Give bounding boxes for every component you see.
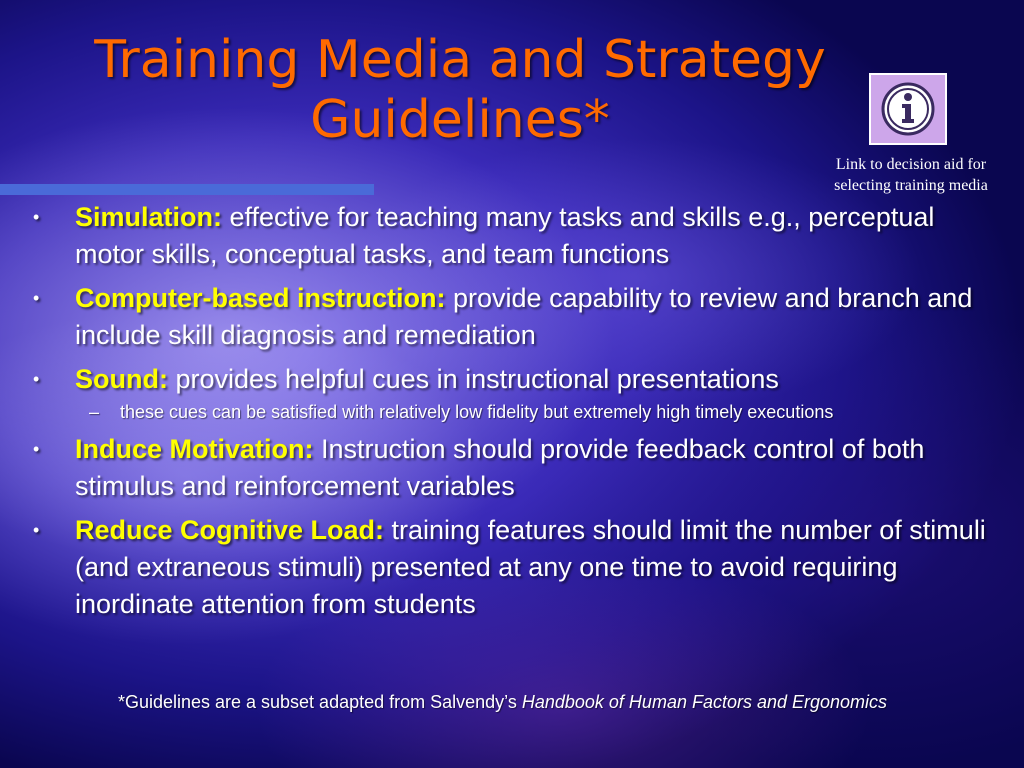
guideline-list	[28, 199, 1008, 630]
slide-title	[60, 30, 860, 150]
bullet-key-term: Simulation:	[75, 202, 222, 232]
bullet-text: provide capability to review and branch and include skill diagnosis and remediation	[75, 283, 973, 350]
sub-bullet-dash: –	[89, 402, 100, 422]
bullet-dot: •	[33, 207, 40, 227]
slide-title-line1: Training Media and Strategy	[94, 30, 826, 90]
bullet-sound	[28, 361, 1008, 424]
bullet-text: provides helpful cues in instructional presentations	[167, 364, 779, 394]
bullet-text: Instruction should provide feedback control of both stimulus and reinforcement variables	[75, 434, 925, 501]
info-caption-line1: Link to decision aid for	[835, 156, 987, 173]
bullet-computer-based-instruction	[28, 280, 1008, 354]
bullet-induce-motivation	[28, 431, 1008, 505]
bullet-dot: •	[33, 520, 40, 540]
bullet-dot: •	[33, 369, 40, 389]
info-link-caption[interactable]	[808, 154, 1014, 196]
sub-bullet-text: these cues can be satisfied with relatively low fidelity but extremely high timely executions	[120, 402, 834, 422]
sub-bullet-sound-cues	[75, 401, 1008, 424]
bullet-key-term: Sound:	[75, 364, 168, 394]
info-icon	[880, 81, 936, 137]
slide-title-line2: Guidelines*	[310, 90, 610, 150]
footnote	[0, 689, 1005, 715]
bullet-text: effective for teaching many tasks and skills e.g., perceptual motor skills, conceptual tasks, and team functions	[75, 202, 935, 269]
info-caption-line2: selecting training media	[834, 177, 988, 194]
footnote-prefix: *Guidelines are a subset adapted from Salvendy’s	[117, 692, 522, 712]
bullet-dot: •	[33, 439, 40, 459]
title-accent-bar	[0, 184, 374, 195]
bullet-text: training features should limit the number of stimuli (and extraneous stimuli) presented at any one time to avoid requiring inordinate attention from students	[75, 515, 986, 619]
bullet-dot: •	[33, 288, 40, 308]
bullet-key-term: Induce Motivation:	[75, 434, 314, 464]
bullet-simulation	[28, 199, 1008, 273]
footnote-book-title: Handbook of Human Factors and Ergonomics	[521, 692, 888, 712]
bullet-key-term: Reduce Cognitive Load:	[75, 515, 385, 545]
bullet-reduce-cognitive-load	[28, 512, 1008, 623]
info-link-button[interactable]	[869, 73, 947, 145]
bullet-key-term: Computer-based instruction:	[75, 283, 446, 313]
sub-bullet-list	[75, 401, 1008, 424]
